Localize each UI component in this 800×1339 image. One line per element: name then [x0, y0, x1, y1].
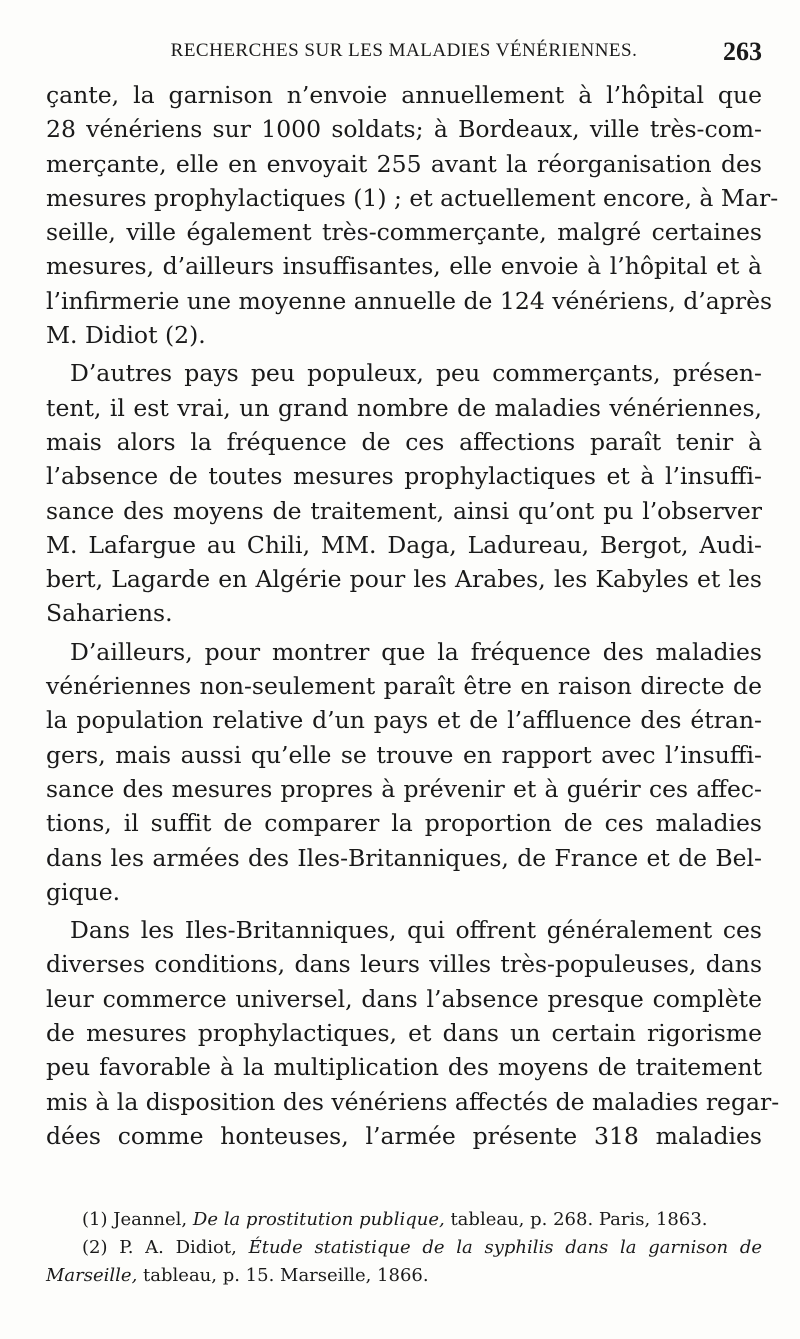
- text-line: diverses conditions, dans leurs villes très-populeuses, dans: [46, 950, 762, 979]
- footnote-author: Jeannel,: [113, 1209, 188, 1230]
- text-line: seille, ville également très-commerçante, malgré certaines: [46, 218, 762, 247]
- footnote-title-continued: Marseille,: [46, 1265, 138, 1286]
- text-line: mais alors la fréquence de ces affections paraît tenir à: [46, 427, 762, 456]
- text-line: vénériennes non-seulement paraît être en raison directe de: [46, 672, 762, 701]
- text-line: mesures, d’ailleurs insuffisantes, elle envoie à l’hôpital et à: [46, 252, 762, 281]
- text-line: l’infirmerie une moyenne annuelle de 124 vénériens, d’après: [46, 286, 773, 315]
- footnote-author: P. A. Didiot,: [119, 1237, 237, 1258]
- text-line: M. Lafargue au Chili, MM. Daga, Ladureau, Bergot, Audi-: [46, 530, 762, 559]
- text-line: çante, la garnison n’envoie annuellement à l’hôpital que: [46, 81, 762, 109]
- footnote-1: [46, 1206, 762, 1234]
- text-line: mesures prophylactiques (1) ; et actuellement encore, à Mar-: [46, 183, 779, 212]
- text-line: merçante, elle en envoyait 255 avant la réorganisation des: [46, 149, 762, 178]
- text-line: sance des moyens de traitement, ainsi qu’ont pu l’observer: [46, 496, 762, 525]
- footnote-marker: (2): [82, 1237, 108, 1258]
- text-line: dées comme honteuses, l’armée présente 318 maladies: [46, 1121, 762, 1150]
- paragraph-3: [46, 635, 762, 909]
- text-line: dans les armées des Iles-Britanniques, de France et de Bel-: [46, 843, 762, 872]
- text-line: bert, Lagarde en Algérie pour les Arabes, les Kabyles et les: [46, 565, 762, 594]
- footnote-reference: tableau, p. 268. Paris, 1863.: [450, 1209, 708, 1230]
- footnote-title: De la prostitution publique,: [192, 1209, 445, 1230]
- footnote-2: [46, 1234, 762, 1262]
- text-line: gique.: [46, 877, 121, 906]
- text-line: tent, il est vrai, un grand nombre de maladies vénériennes,: [46, 393, 762, 422]
- text-line: M. Didiot (2).: [46, 321, 206, 350]
- paragraph-1: [46, 78, 779, 352]
- text-line: D’ailleurs, pour montrer que la fréquence des maladies: [70, 637, 762, 666]
- paragraph-2: [46, 356, 762, 630]
- text-line: Sahariens.: [46, 599, 173, 628]
- paragraph-4: [46, 913, 780, 1153]
- text-line: tions, il suffit de comparer la proportion de ces maladies: [46, 809, 762, 838]
- footnote-reference: tableau, p. 15. Marseille, 1866.: [143, 1265, 429, 1286]
- text-line: de mesures prophylactiques, et dans un certain rigorisme: [46, 1019, 762, 1048]
- text-line: D’autres pays peu populeux, peu commerçants, présen-: [70, 359, 762, 388]
- page-header: [46, 37, 762, 70]
- text-line: la population relative d’un pays et de l’affluence des étran-: [46, 706, 762, 735]
- text-line: 28 vénériens sur 1000 soldats; à Bordeaux, ville très-com-: [46, 115, 762, 144]
- footnotes: [46, 1206, 762, 1290]
- text-line: mis à la disposition des vénériens affectés de maladies regar-: [46, 1087, 780, 1116]
- body-text: [46, 78, 780, 1153]
- text-line: gers, mais aussi qu’elle se trouve en rapport avec l’insuffi-: [46, 740, 762, 769]
- footnote-2-continuation: [46, 1262, 762, 1290]
- text-line: leur commerce universel, dans l’absence presque complète: [46, 984, 762, 1013]
- text-line: Dans les Iles-Britanniques, qui offrent généralement ces: [70, 916, 762, 945]
- text-line: sance des mesures propres à prévenir et à guérir ces affec-: [46, 774, 762, 803]
- footnote-marker: (1): [82, 1209, 108, 1230]
- page-number: 263: [723, 37, 762, 66]
- text-line: l’absence de toutes mesures prophylactiques et à l’insuffi-: [46, 462, 762, 491]
- footnote-title: Étude statistique de la syphilis dans la garnison de: [248, 1237, 762, 1258]
- running-title: RECHERCHES SUR LES MALADIES VÉNÉRIENNES.: [170, 40, 638, 61]
- text-line: peu favorable à la multiplication des moyens de traitement: [46, 1053, 762, 1082]
